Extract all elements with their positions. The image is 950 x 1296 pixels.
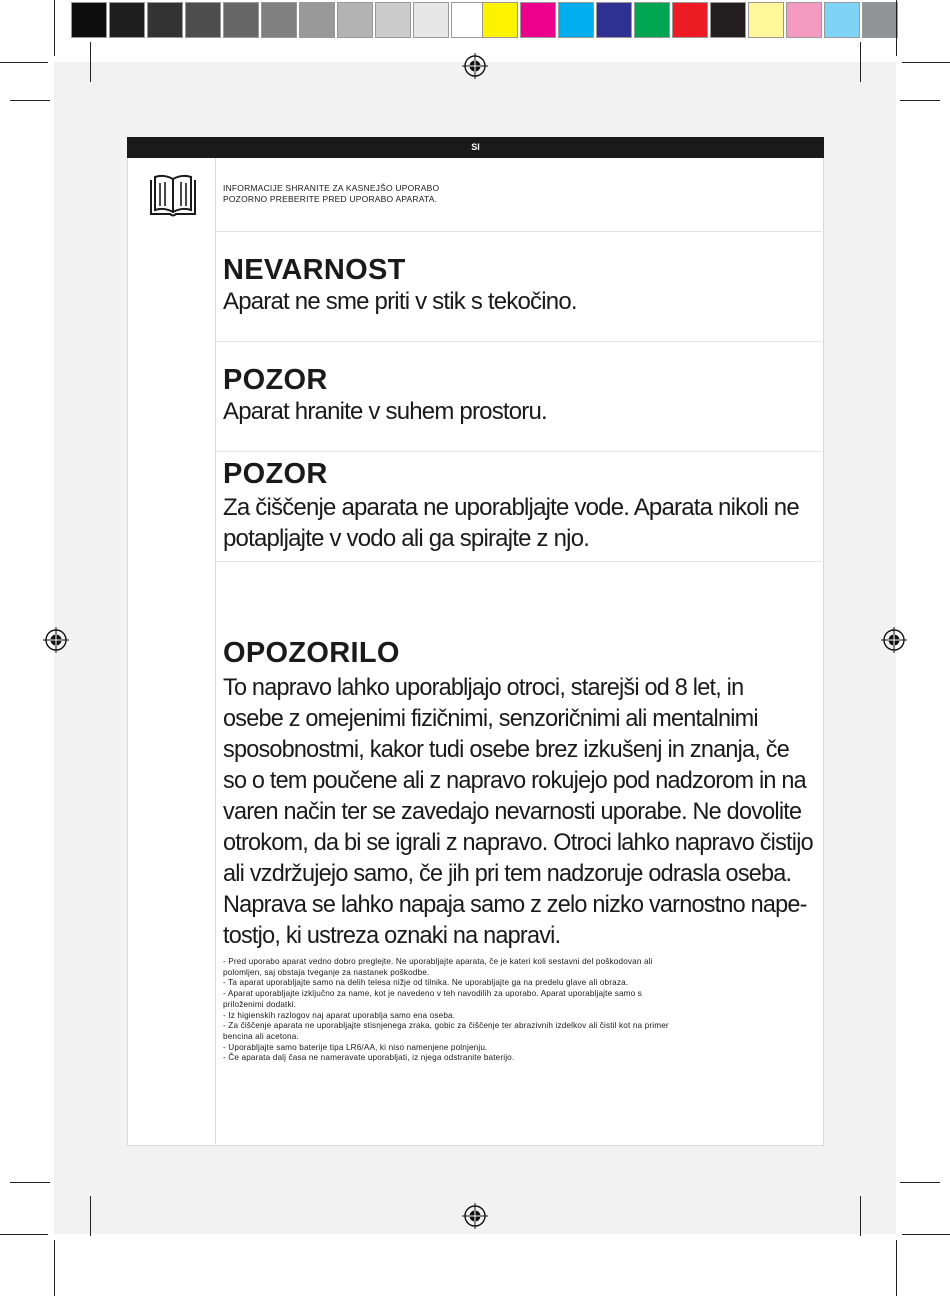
note-line: priloženimi dodatki. — [223, 999, 297, 1009]
safety-notes — [223, 957, 783, 1064]
color-swatch — [710, 2, 746, 38]
info-line: POZORNO PREBERITE PRED UPORABO APARATA. — [223, 194, 438, 204]
cmyk-color-bar — [482, 2, 900, 38]
note-line: - Pred uporabo aparat vedno dobro preglejte. Ne uporabljajte aparata, če je kateri koli sestavni del poškodovan ali — [223, 957, 653, 966]
bleed-mark — [90, 42, 91, 82]
text-line: otrokom, da bi se igrali z napravo. Otroci lahko napravo čistijo — [223, 829, 813, 856]
text-line: Aparat hranite v suhem prostoru. — [223, 398, 547, 425]
color-swatch — [520, 2, 556, 38]
color-swatch — [185, 2, 221, 38]
bleed-mark — [900, 100, 940, 101]
text-line: ali vzdržujejo samo, če jih pri tem nadzoruje odrasla oseba. — [223, 860, 792, 887]
icon-column — [127, 158, 216, 1144]
color-swatch — [337, 2, 373, 38]
caution-text — [223, 492, 799, 554]
text-line: To napravo lahko uporabljajo otroci, starejši od 8 let, in — [223, 674, 744, 701]
danger-section — [215, 232, 822, 342]
registration-mark-icon — [43, 627, 69, 653]
grayscale-color-bar — [71, 2, 489, 38]
text-line: so o tem poučene ali z napravo rokujejo pod nadzorom in na — [223, 767, 806, 794]
bleed-mark — [10, 100, 50, 101]
color-swatch — [375, 2, 411, 38]
color-swatch — [147, 2, 183, 38]
text-line: Aparat ne sme priti v stik s tekočino. — [223, 288, 577, 315]
warning-title: OPOZORILO — [223, 637, 400, 669]
warning-text — [223, 672, 813, 951]
bleed-mark — [860, 42, 861, 82]
color-swatch — [748, 2, 784, 38]
text-line: varen način ter se zavedajo nevarnosti uporabe. Ne dovolite — [223, 798, 802, 825]
note-line: - Aparat uporabljajte izključno za name, kot je navedeno v teh navodilih za uporabo. Aparat uporabljajte samo s — [223, 989, 642, 999]
note-line: - Ta aparat uporabljajte samo na delih telesa nižje od tilnika. Ne uporabljajte ga na predelu glave ali obraza. — [223, 978, 629, 988]
color-swatch — [558, 2, 594, 38]
text-line: sposobnostmi, kakor tudi osebe brez izkušenj in znanja, če — [223, 736, 789, 763]
crop-mark — [54, 1240, 55, 1296]
note-line: - Če aparata dalj časa ne nameravate uporabljati, iz njega odstranite baterijo. — [223, 1053, 515, 1063]
color-swatch — [596, 2, 632, 38]
open-book-icon — [148, 174, 198, 218]
caution-title: POZOR — [223, 458, 328, 490]
crop-mark — [902, 62, 950, 63]
color-swatch — [223, 2, 259, 38]
color-swatch — [862, 2, 898, 38]
bleed-mark — [90, 1196, 91, 1236]
color-swatch — [71, 2, 107, 38]
note-line: - Iz higienskih razlogov naj aparat uporablja samo ena oseba. — [223, 1010, 456, 1020]
text-line: osebe z omejenimi fizičnimi, senzoričnimi ali mentalnimi — [223, 705, 758, 732]
danger-text — [223, 288, 577, 316]
color-swatch — [824, 2, 860, 38]
note-line: - Uporabljajte samo baterije tipa LR6/AA, ki niso namenjene polnjenju. — [223, 1042, 488, 1052]
caution-text — [223, 398, 547, 426]
caution-section — [215, 342, 822, 452]
info-line: INFORMACIJE SHRANITE ZA KASNEJŠO UPORABO — [223, 183, 440, 193]
color-swatch — [482, 2, 518, 38]
bleed-mark — [900, 1182, 940, 1183]
registration-mark-icon — [462, 53, 488, 79]
color-swatch — [413, 2, 449, 38]
note-line: - Za čiščenje aparata ne uporabljajte stisnjenega zraka, gobic za čiščenje ter abrazivnih izdelkov ali čistil kot na primer — [223, 1021, 669, 1031]
color-swatch — [786, 2, 822, 38]
info-section — [215, 158, 822, 232]
color-swatch — [109, 2, 145, 38]
note-line: bencina ali acetona. — [223, 1031, 299, 1041]
bleed-mark — [860, 1196, 861, 1236]
registration-mark-icon — [462, 1203, 488, 1229]
color-swatch — [634, 2, 670, 38]
crop-mark — [0, 62, 48, 63]
language-header: SI — [127, 137, 824, 158]
text-line: potapljajte v vodo ali ga spirajte z njo. — [223, 525, 590, 552]
registration-mark-icon — [881, 627, 907, 653]
text-line: Za čiščenje aparata ne uporabljajte vode. Aparata nikoli ne — [223, 494, 799, 521]
note-line: polomljen, saj obstaja tveganje za nastanek poškodbe. — [223, 967, 430, 977]
crop-mark — [54, 0, 55, 56]
bleed-mark — [10, 1182, 50, 1183]
crop-mark — [902, 1234, 950, 1235]
text-line: Naprava se lahko napaja samo z zelo nizko varnostno nape- — [223, 891, 807, 918]
caution-title: POZOR — [223, 364, 328, 396]
color-swatch — [299, 2, 335, 38]
color-swatch — [261, 2, 297, 38]
text-line: tostjo, ki ustreza oznaki na napravi. — [223, 922, 561, 949]
danger-title: NEVARNOST — [223, 254, 406, 286]
crop-mark — [896, 1240, 897, 1296]
color-swatch — [672, 2, 708, 38]
crop-mark — [896, 0, 897, 56]
crop-mark — [0, 1234, 48, 1235]
